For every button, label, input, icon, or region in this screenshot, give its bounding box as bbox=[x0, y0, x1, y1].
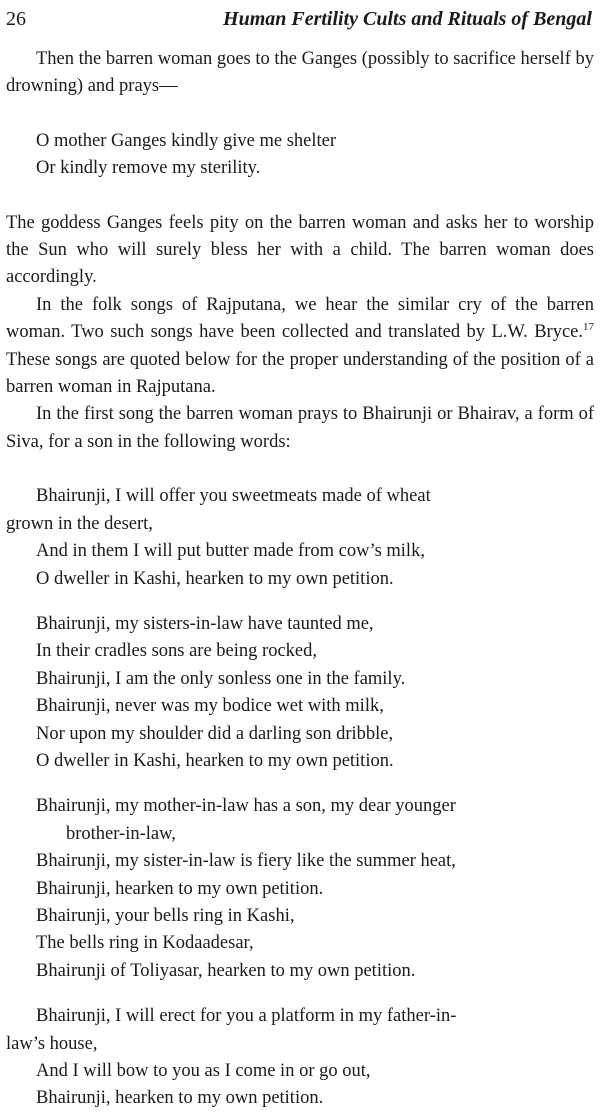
verse-line: Nor upon my shoulder did a darling son dribble, bbox=[36, 723, 394, 744]
page-number: 26 bbox=[6, 8, 26, 30]
song-stanza-2 bbox=[6, 611, 594, 775]
verse-line: Bhairunji, hearken to my own petition. bbox=[36, 1088, 324, 1109]
footnote-reference: 17 bbox=[583, 321, 594, 334]
verse-line: O dweller in Kashi, hearken to my own petition. bbox=[36, 750, 394, 771]
song-stanza-4 bbox=[6, 1003, 594, 1113]
verse-line: Bhairunji, my sisters-in-law have taunted me, bbox=[36, 613, 374, 634]
song-stanza-3 bbox=[6, 793, 594, 985]
paragraph-first-song: In the first song the barren woman prays to Bhairunji or Bhairav, a form of Siva, for a son in the following words: bbox=[6, 404, 594, 452]
song-stanza-1 bbox=[6, 483, 594, 593]
verse-line: Or kindly remove my sterility. bbox=[36, 158, 261, 179]
verse-line: Bhairunji, my mother-in-law has a son, my dear younger bbox=[36, 796, 456, 817]
verse-line: Bhairunji, I will offer you sweetmeats made of wheat bbox=[36, 486, 431, 507]
paragraph-rajputana-songs bbox=[6, 292, 594, 402]
verse-line: The bells ring in Kodaadesar, bbox=[36, 933, 254, 954]
verse-line: And in them I will put butter made from cow’s milk, bbox=[36, 541, 425, 562]
verse-line: Bhairunji, I am the only sonless one in the family. bbox=[36, 668, 406, 689]
verse-line: O mother Ganges kindly give me shelter bbox=[36, 130, 337, 151]
paragraph-text: In the folk songs of Rajputana, we hear the similar cry of the barren woman. Two such songs have been collected and translated by L.W. Bryce. bbox=[6, 294, 594, 343]
verse-line: brother-in-law, bbox=[66, 823, 176, 844]
body-text bbox=[6, 46, 594, 1113]
running-title: Human Fertility Cults and Rituals of Bengal bbox=[223, 8, 592, 30]
verse-ganges bbox=[6, 128, 594, 183]
verse-line: Bhairunji, your bells ring in Kashi, bbox=[36, 905, 295, 926]
verse-line: Bhairunji, I will erect for you a platform in my father-in- bbox=[36, 1006, 457, 1027]
verse-line: In their cradles sons are being rocked, bbox=[36, 641, 317, 662]
verse-line: And I will bow to you as I come in or go out, bbox=[36, 1061, 371, 1081]
page-header bbox=[6, 4, 592, 34]
verse-line: law’s house, bbox=[6, 1033, 98, 1054]
verse-line: grown in the desert, bbox=[6, 513, 153, 534]
verse-line: O dweller in Kashi, hearken to my own petition. bbox=[36, 568, 394, 589]
paragraph-text: These songs are quoted below for the proper understanding of the position of a barren woman in Rajputana. bbox=[6, 349, 594, 398]
verse-line: Bhairunji of Toliyasar, hearken to my own petition. bbox=[36, 960, 416, 981]
paragraph-ganges-prayer: Then the barren woman goes to the Ganges (possibly to sacrifice herself by drowning) and prays— bbox=[6, 49, 594, 97]
verse-line: Bhairunji, never was my bodice wet with milk, bbox=[36, 696, 384, 717]
paragraph-goddess-pity: The goddess Ganges feels pity on the barren woman and asks her to worship the Sun who will surely bless her with a child. The barren woman does accordingly. bbox=[6, 212, 594, 288]
verse-line: Bhairunji, hearken to my own petition. bbox=[36, 878, 324, 899]
verse-line: Bhairunji, my sister-in-law is fiery like the summer heat, bbox=[36, 851, 456, 872]
